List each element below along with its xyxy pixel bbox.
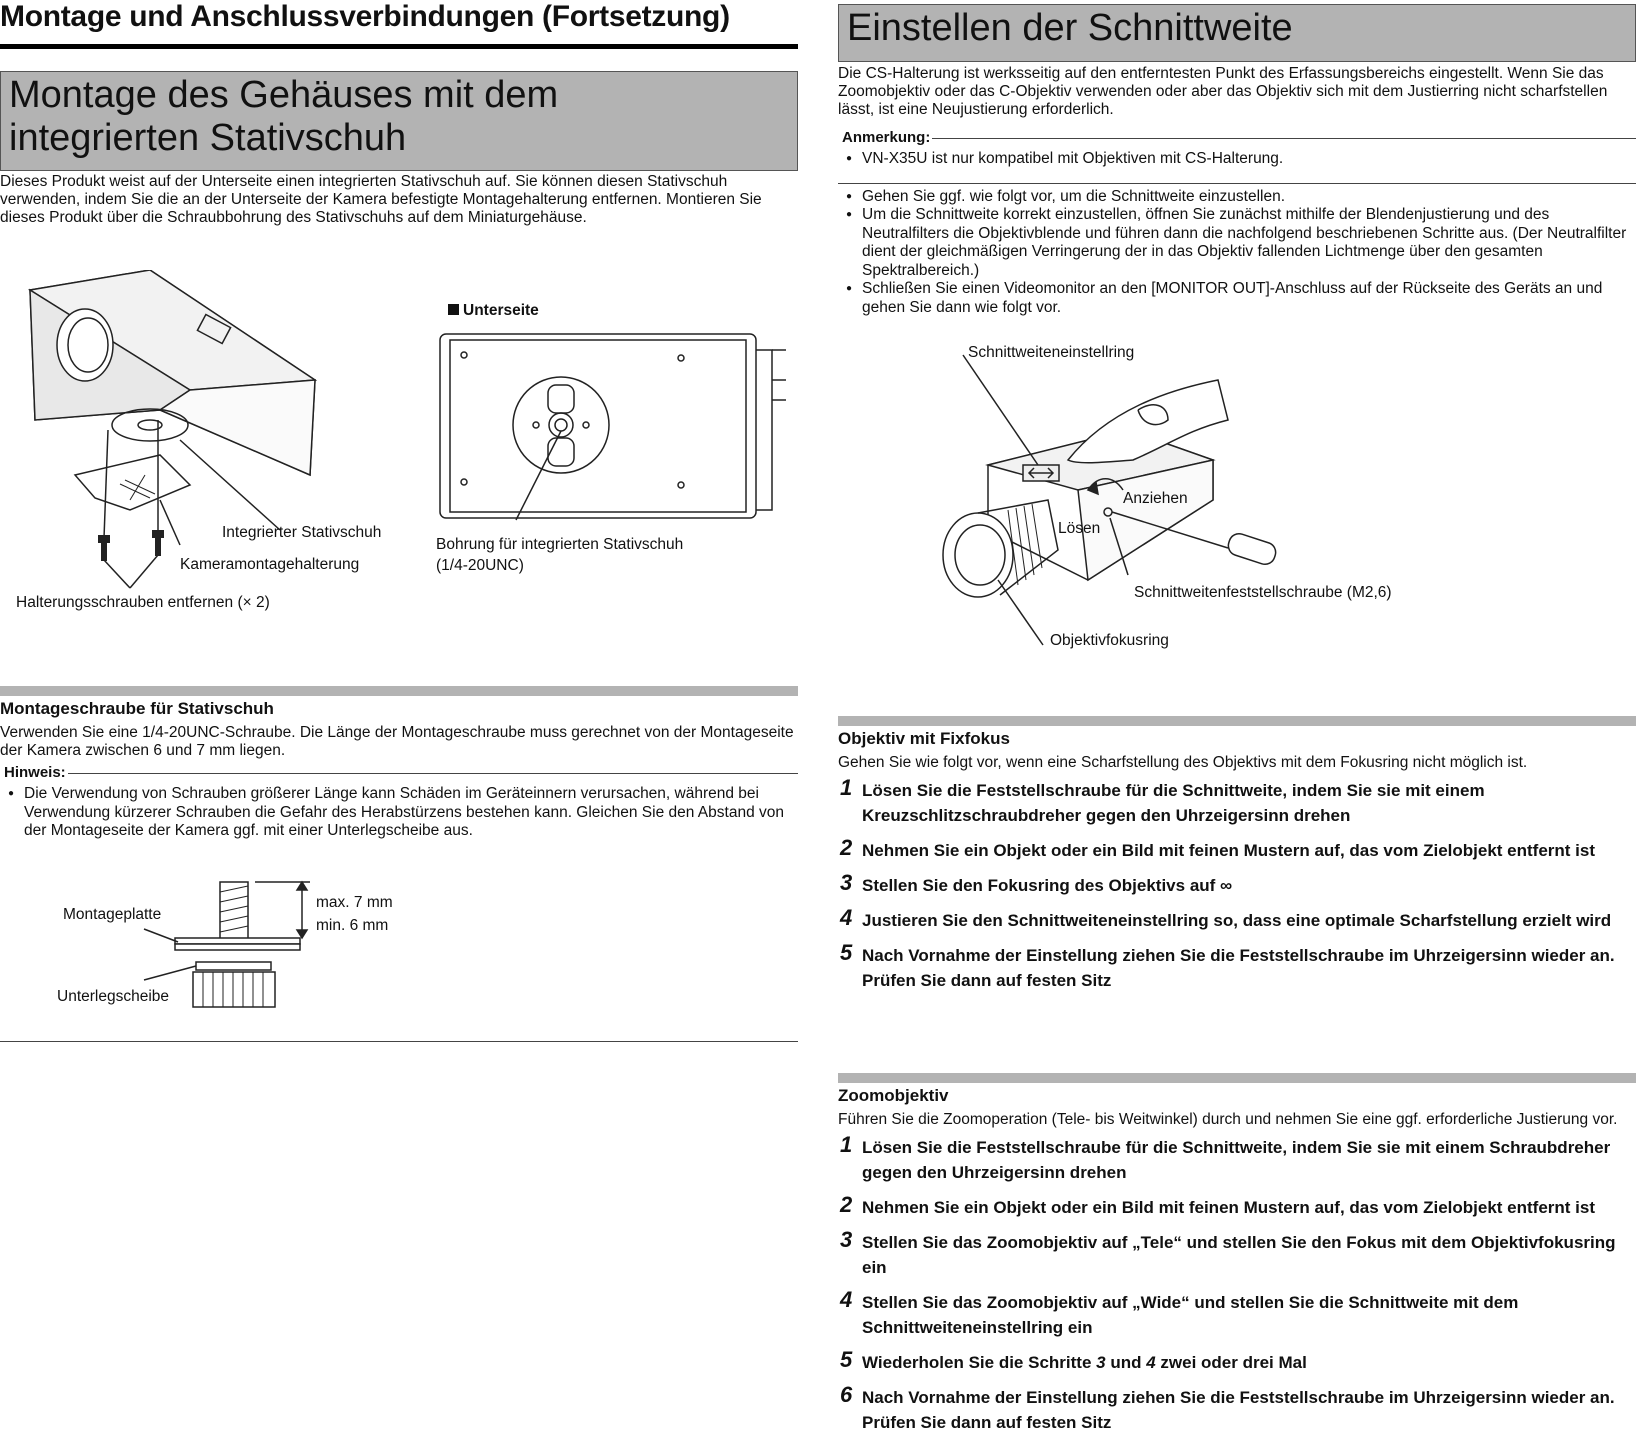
zoom-title: Zoomobjektiv bbox=[838, 1073, 1636, 1107]
section-title-line1: Montage des Gehäuses mit dem bbox=[9, 74, 559, 116]
fixfocus-step: 4 Justieren Sie den Schnittweiteneinstellring so, dass eine optimale Scharfstellung erzielt wird bbox=[840, 905, 1612, 930]
fixfocus-steps bbox=[838, 775, 1636, 993]
anmerkung-item: ● VN-X35U ist nur kompatibel mit Objektiven mit CS-Halterung. bbox=[838, 150, 1636, 169]
screw-section-text: Verwenden Sie eine 1/4-20UNC-Schraube. Die Länge der Montageschraube muss gerechnet von der Montageseite der Kamera zwischen 6 und 7 mm liegen. bbox=[0, 724, 794, 759]
zoom-step: 4 Stellen Sie das Zoomobjektiv auf „Wide“ und stellen Sie die Schnittweite mit dem Schnittweiteneinstellring ein bbox=[840, 1287, 1519, 1337]
underside-heading: Unterseite bbox=[448, 302, 539, 320]
right-column bbox=[838, 0, 1636, 1432]
left-column bbox=[0, 0, 798, 1005]
zoom-steps bbox=[838, 1132, 1636, 1435]
zoom-step: 2 Nehmen Sie ein Objekt oder ein Bild mit feinen Mustern auf, das vom Zielobjekt entfernt ist bbox=[840, 1192, 1596, 1217]
zoom-step: 3 Stellen Sie das Zoomobjektiv auf „Tele“ und stellen Sie den Fokus mit dem Objektivfokusring ein bbox=[840, 1227, 1616, 1277]
fixfocus-text: Gehen Sie wie folgt vor, wenn eine Scharfstellung des Objektivs mit dem Fokusring nicht möglich ist. bbox=[838, 754, 1528, 771]
note-item: ● Die Verwendung von Schrauben größerer Länge kann Schäden im Geräteinnern verursachen, während bei Verwendung kürzerer Schrauben die Gefahr des Herabstürzens bestehen kann. Gleichen Sie den Abstand von der Montageseite der Kamera ggf. mit einer Unterlegscheibe aus. bbox=[0, 785, 798, 841]
label-hole-line1: Bohrung für integrierten Stativschuh bbox=[436, 536, 684, 553]
anmerkung-heading: Anmerkung: bbox=[842, 129, 1636, 146]
anmerkung-list bbox=[838, 150, 1636, 169]
section-title-backfocus: Einstellen der Schnittweite bbox=[838, 4, 1636, 62]
label-tighten: Anziehen bbox=[1123, 490, 1188, 507]
label-backfocus-screw: Schnittweitenfeststellschraube (M2,6) bbox=[1134, 584, 1392, 601]
section-title-line2: integrierten Stativschuh bbox=[9, 117, 407, 159]
label-backfocus-ring: Schnittweiteneinstellring bbox=[968, 344, 1135, 361]
label-hole-line2: (1/4-20UNC) bbox=[436, 557, 524, 574]
zoom-step: 6 Nach Vornahme der Einstellung ziehen Sie die Feststellschraube im Uhrzeigersinn wieder an. Prüfen Sie dann auf festen Sitz bbox=[840, 1382, 1615, 1432]
bullet-item: ● Um die Schnittweite korrekt einzustellen, öffnen Sie zunächst mithilfe der Blendenjustierung und des Neutralfilters die Objektivblende und führen dann die nachfolgend beschriebenen Schritte aus. (Der Neutralfilter dient der gleichmäßigen Verringerung der in das Objektiv fallenden Lichtmenge über den gesamten Spektralbereich.) bbox=[838, 206, 1636, 280]
anmerkung-divider bbox=[838, 183, 1636, 184]
bullet-item: ● Gehen Sie ggf. wie folgt vor, um die Schnittweite einzustellen. bbox=[838, 188, 1636, 207]
figure-underside bbox=[436, 300, 796, 590]
screw-section bbox=[0, 686, 798, 841]
bullet-item: ● Schließen Sie einen Videomonitor an den [MONITOR OUT]-Anschluss auf der Rückseite des Geräts an und gehen Sie dann wie folgt vor. bbox=[838, 280, 1636, 317]
fixfocus-step: 5 Nach Vornahme der Einstellung ziehen Sie die Feststellschraube im Uhrzeigersinn wieder an. Prüfen Sie dann auf festen Sitz bbox=[840, 940, 1615, 990]
label-tripod-shoe: Integrierter Stativschuh bbox=[222, 524, 382, 541]
screw-section-title: Montageschraube für Stativschuh bbox=[0, 686, 798, 720]
label-remove-screws: Halterungsschrauben entfernen (× 2) bbox=[16, 594, 270, 611]
label-max-7mm: max. 7 mm bbox=[316, 894, 393, 911]
bottom-divider bbox=[0, 1041, 798, 1042]
fixfocus-title: Objektiv mit Fixfokus bbox=[838, 716, 1636, 750]
underside-drawing bbox=[436, 330, 796, 540]
zoom-step: 1 Lösen Sie die Feststellschraube für die Schnittweite, indem Sie sie mit einem Schraubdreher gegen den Uhrzeigersinn drehen bbox=[840, 1132, 1611, 1182]
zoom-section bbox=[838, 1073, 1636, 1445]
figure-screw-length bbox=[0, 880, 798, 1040]
fixfocus-step: 1 Lösen Sie die Feststellschraube für die Schnittweite, indem Sie sie mit einem Kreuzschlitzschraubdreher gegen den Uhrzeigersinn drehen bbox=[840, 775, 1485, 825]
label-camera-bracket: Kameramontagehalterung bbox=[180, 556, 360, 573]
backfocus-intro: Die CS-Halterung ist werksseitig auf den entferntesten Punkt des Erfassungsbereichs eingestellt. Wenn Sie das Zoomobjektiv oder das C-Objektiv verwenden oder aber das Objektiv sich mit dem Justierring nicht scharfstellen lässt, ist eine Neujustierung erforderlich. bbox=[838, 65, 1608, 118]
note-list bbox=[0, 785, 798, 841]
fixfocus-section bbox=[838, 716, 1636, 1003]
label-washer: Unterlegscheibe bbox=[57, 988, 170, 1005]
section-title-tripod bbox=[0, 71, 798, 171]
page-title: Montage und Anschlussverbindungen (Fortsetzung) bbox=[0, 0, 798, 49]
label-loosen: Lösen bbox=[1058, 520, 1101, 537]
zoom-text: Führen Sie die Zoomoperation (Tele- bis Weitwinkel) durch und nehmen Sie eine ggf. erforderliche Justierung vor. bbox=[838, 1111, 1618, 1128]
label-focus-ring: Objektivfokusring bbox=[1050, 632, 1169, 649]
fixfocus-step: 2 Nehmen Sie ein Objekt oder ein Bild mit feinen Mustern auf, das vom Zielobjekt entfernt ist bbox=[840, 835, 1596, 860]
fixfocus-step: 3 Stellen Sie den Fokusring des Objektivs auf ∞ bbox=[840, 870, 1233, 895]
backfocus-drawing bbox=[938, 350, 1538, 660]
backfocus-bullets bbox=[838, 188, 1636, 318]
square-marker-icon bbox=[448, 304, 459, 315]
zoom-step: 5 Wiederholen Sie die Schritte 3 und 4 zwei oder drei Mal bbox=[840, 1347, 1307, 1372]
label-min-6mm: min. 6 mm bbox=[316, 917, 389, 934]
figure-backfocus bbox=[938, 344, 1538, 660]
note-heading: Hinweis: bbox=[4, 764, 798, 781]
tripod-intro: Dieses Produkt weist auf der Unterseite einen integrierten Stativschuh auf. Sie können diesen Stativschuh verwenden, indem Sie die an der Unterseite der Kamera befestigte Montagehalterung entfernen. Montieren Sie dieses Produkt über die Schraubbohrung des Stativschuhs auf dem Miniaturgehäuse. bbox=[0, 173, 762, 226]
label-mounting-plate: Montageplatte bbox=[63, 906, 162, 923]
figure-camera-bracket bbox=[0, 270, 420, 620]
